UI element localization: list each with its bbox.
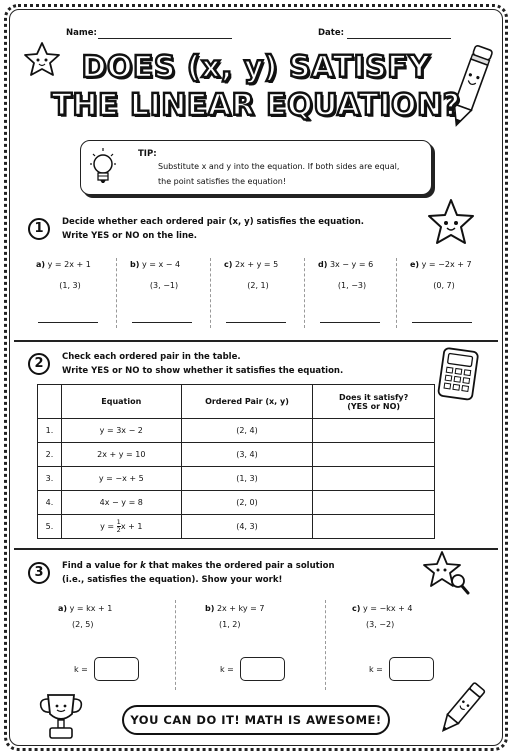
tip-line-1: Substitute x and y into the equation. If both sides are equal, <box>158 162 400 171</box>
tip-label: TIP: <box>138 149 157 159</box>
row-pair: (1, 3) <box>181 467 313 491</box>
divider <box>116 258 117 328</box>
trophy-icon <box>36 690 86 745</box>
table-row <box>38 419 435 443</box>
title-line-1: DOES (x, y) SATISFY <box>81 50 431 85</box>
answer-line-1b[interactable] <box>132 322 192 323</box>
table-row <box>38 515 435 539</box>
problem-1e: e) y = −2x + 7 (0, 7) <box>410 260 472 290</box>
answer-line-1e[interactable] <box>412 322 472 323</box>
star-mascot-icon <box>425 197 477 249</box>
table-row <box>38 467 435 491</box>
lightbulb-icon <box>88 146 118 188</box>
row-number: 3. <box>38 467 62 491</box>
row-pair: (2, 0) <box>181 491 313 515</box>
divider <box>396 258 397 328</box>
problem-1b: b) y = x − 4 (3, −1) <box>130 260 181 290</box>
k-label-3b: k = <box>220 665 234 674</box>
answer-line-1a[interactable] <box>38 322 98 323</box>
problem-3b: b) 2x + ky = 7 (1, 2) <box>205 604 265 629</box>
section-divider <box>14 340 498 342</box>
divider <box>325 600 326 690</box>
row-equation: 4x − y = 8 <box>61 491 181 515</box>
problem-1a: a) y = 2x + 1 (1, 3) <box>36 260 91 290</box>
k-label-3c: k = <box>369 665 383 674</box>
table-header-equation: Equation <box>61 385 181 419</box>
date-line[interactable] <box>347 38 451 39</box>
row-pair: (3, 4) <box>181 443 313 467</box>
star-magnifier-icon <box>420 548 472 598</box>
row-number: 2. <box>38 443 62 467</box>
table-row <box>38 443 435 467</box>
k-answer-box-3b[interactable] <box>240 657 285 681</box>
table-row <box>38 491 435 515</box>
answer-line-1d[interactable] <box>320 322 380 323</box>
table-header-satisfy: Does it satisfy? (YES or NO) <box>313 385 435 419</box>
equation-table <box>37 384 435 539</box>
problem-3a: a) y = kx + 1 (2, 5) <box>58 604 113 629</box>
tip-line-2: the point satisfies the equation! <box>158 177 287 186</box>
row-answer-cell[interactable] <box>313 419 435 443</box>
row-pair: (2, 4) <box>181 419 313 443</box>
row-answer-cell[interactable] <box>313 515 435 539</box>
problem-1d: d) 3x − y = 6 (1, −3) <box>318 260 374 290</box>
encouragement-banner: YOU CAN DO IT! MATH IS AWESOME! <box>122 705 390 735</box>
table-header-pair: Ordered Pair (x, y) <box>181 385 313 419</box>
pencil-icon <box>430 682 490 742</box>
section-1-number: 1 <box>28 218 50 240</box>
row-answer-cell[interactable] <box>313 491 435 515</box>
name-line[interactable] <box>98 38 232 39</box>
k-answer-box-3c[interactable] <box>389 657 434 681</box>
divider <box>210 258 211 328</box>
table-header-num <box>38 385 62 419</box>
row-answer-cell[interactable] <box>313 443 435 467</box>
k-label-3a: k = <box>74 665 88 674</box>
problem-1c: c) 2x + y = 5 (2, 1) <box>224 260 279 290</box>
row-equation: y = −x + 5 <box>61 467 181 491</box>
row-answer-cell[interactable] <box>313 467 435 491</box>
row-equation: y = $\frac{1}{2}$ x + 1 <box>61 515 181 539</box>
answer-line-1c[interactable] <box>226 322 286 323</box>
date-label: Date: <box>318 28 345 38</box>
name-label: Name: <box>66 28 97 38</box>
row-number: 1. <box>38 419 62 443</box>
section-1-instructions: Decide whether each ordered pair (x, y) satisfies the equation. Write YES or NO on the line. <box>62 217 365 241</box>
row-equation: y = 3x − 2 <box>61 419 181 443</box>
section-3-number: 3 <box>28 562 50 584</box>
row-number: 4. <box>38 491 62 515</box>
table-header-row <box>38 385 435 419</box>
divider <box>175 600 176 690</box>
row-pair: (4, 3) <box>181 515 313 539</box>
section-2-number: 2 <box>28 353 50 375</box>
row-number: 5. <box>38 515 62 539</box>
problem-3c: c) y = −kx + 4 (3, −2) <box>352 604 413 629</box>
row-equation: 2x + y = 10 <box>61 443 181 467</box>
divider <box>304 258 305 328</box>
title-line-2: THE LINEAR EQUATION? <box>51 88 461 123</box>
calculator-icon <box>438 347 480 403</box>
k-answer-box-3a[interactable] <box>94 657 139 681</box>
section-2-instructions: Check each ordered pair in the table. Write YES or NO to show whether it satisfies the equation. <box>62 352 344 376</box>
section-3-instructions: Find a value for k that makes the ordered pair a solution (i.e., satisfies the equation). Show your work! <box>62 561 335 585</box>
